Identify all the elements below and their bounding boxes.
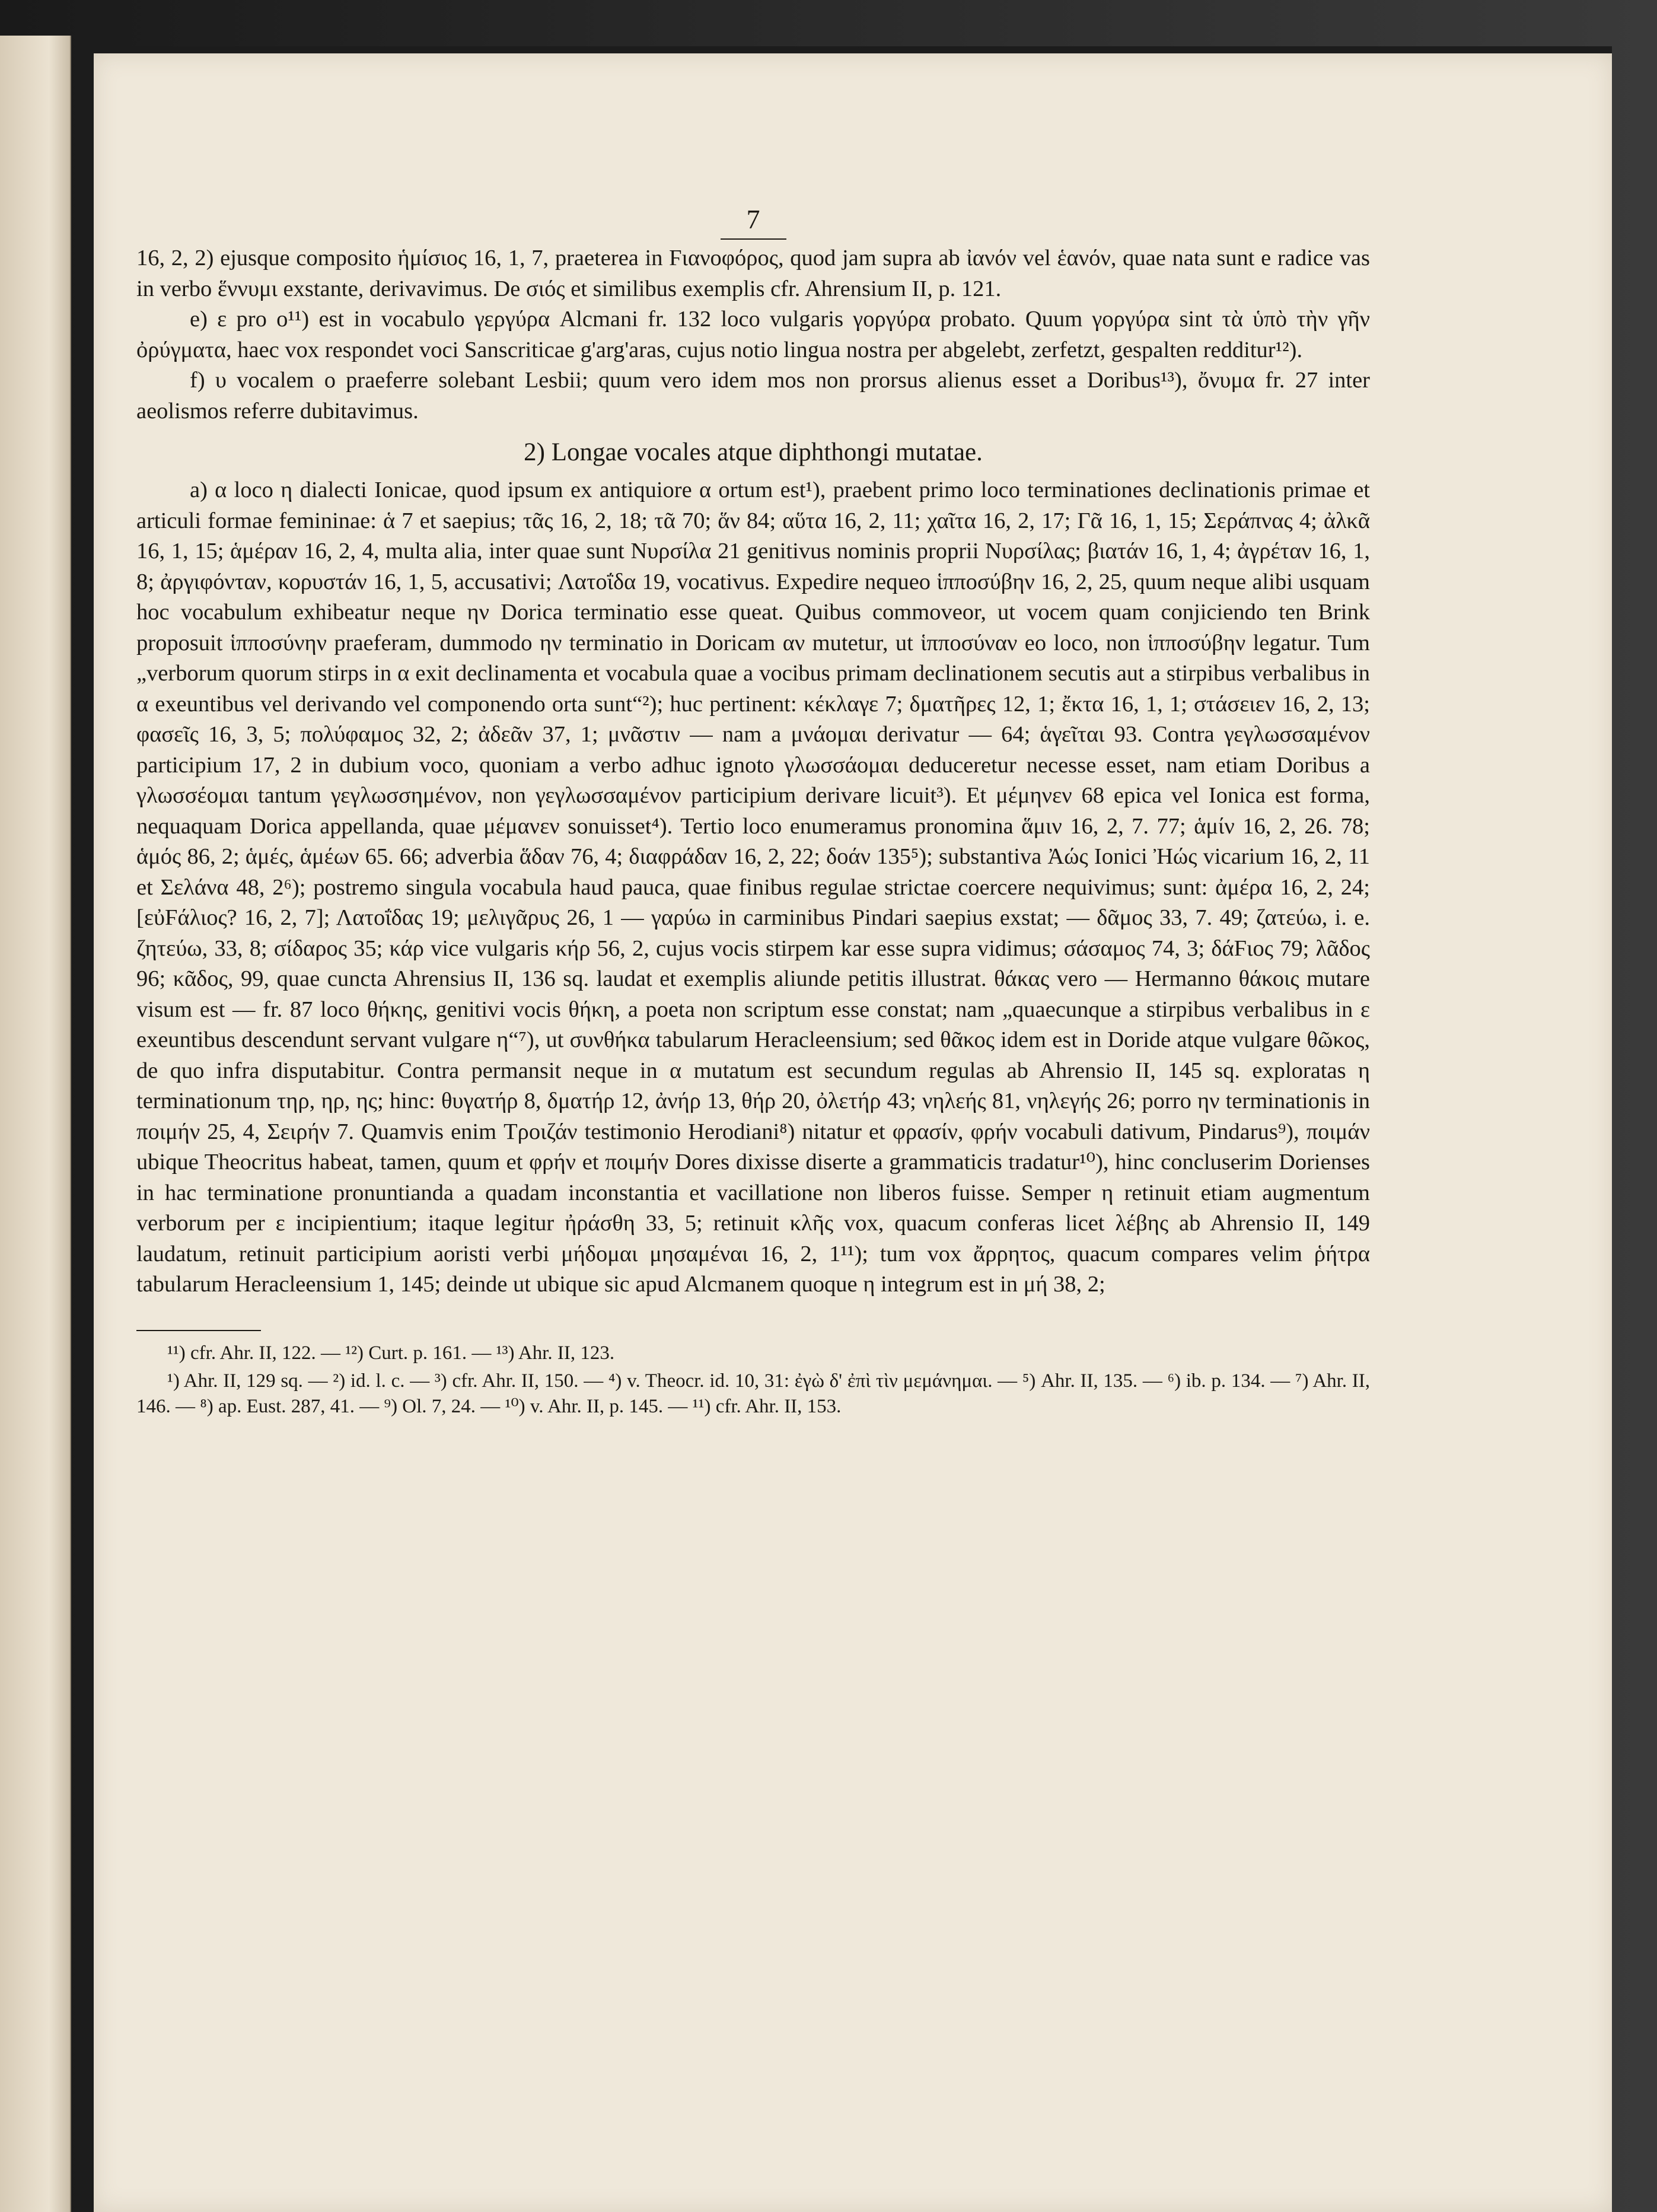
paragraph-f: f) υ vocalem ο praeferre solebant Lesbii; quum vero idem mos non prorsus alienus esset a Doribus¹³), ὄνυμα fr. 27 inter aeolismos referre dubitavimus.: [136, 368, 1370, 424]
footnote-divider: [136, 1330, 261, 1331]
text-block: [136, 202, 1370, 1420]
page-number: [136, 202, 1370, 240]
section-heading: 2) Longae vocales atque diphthongi mutatae.: [524, 438, 983, 466]
paragraph-a: a) α loco η dialecti Ionicae, quod ipsum ex antiquiore α ortum est¹), praebent primo loco terminationes declinationis primae et articuli formae femininae: ἁ 7 et saepius; τᾶς 16, 2, 18; τᾶ 70; ἅν 84; αὕτα 16, 2, 11; χαῖτα 16, 2, 17; Γᾶ 16, 1, 15; Σεράπνας 4; ἀλκᾶ 16, 1, 15; ἁμέραν 16, 2, 4, multa alia, inter quae sunt Νυρσίλα 21 genitivus nominis proprii Νυρσίλας; βιατάν 16, 1, 4; ἀγρέταν 16, 1, 8; ἀργιφόνταν, κορυστάν 16, 1, 5, accusativi; Λατοΐδα 19, vocativus. Expedire nequeo ἱπποσύβην 16, 2, 25, quum neque alibi usquam hoc vocabulum exhibeatur neque ην Dorica terminatio esse queat. Quibus commoveor, ut vocem quam conjiciendo ten Brink proposuit ἱπποσύνην praeferam, dummodo ην terminatio in Doricam αν mutetur, ut ἱπποσύναν eo loco, non ἱπποσύβην legatur. Tum „verborum quorum stirps in α exit declinamenta et vocabula quae a vocibus primam declinationem secutis aut a stirpibus verbalibus in α exeuntibus vel derivando vel componendo orta sunt“²); huc pertinent: κέκλαγε 7; δματῆρες 12, 1; ἔκτα 16, 1, 1; στάσειεν 16, 2, 13; φασεῖς 16, 3, 5; πολύφαμος 32, 2; ἀδεᾶν 37, 1; μνᾶστιν — nam a μνάομαι derivatur — 64; ἁγεῖται 93. Contra γεγλωσσαμένον participium 17, 2 in dubium voco, quoniam a verbo adhuc ignoto γλωσσάομαι deduceretur necesse esset, nam etiam Doribus a γλωσσέομαι tantum γεγλωσσημένον, non γεγλωσσαμένον participium derivare licuit³). Et μέμηνεν 68 epica vel Ionica est forma, nequaquam Dorica appellanda, quae μέμανεν sonuisset⁴). Tertio loco enumeramus pronomina ἅμιν 16, 2, 7. 77; ἁμίν 16, 2, 26. 78; ἁμός 86, 2; ἁμές, ἁμέων 65. 66; adverbia ἅδαν 76, 4; διαφράδαν 16, 2, 22; δοάν 135⁵); substantiva Ἀώς Ionici Ἠώς vicarium 16, 2, 11 et Σελάνα 48, 2⁶); postremo singula vocabula haud pauca, quae finibus regulae strictae coercere nequivimus; sunt: ἀμέρα 16, 2, 24; [εὐϜάλιος? 16, 2, 7]; Λατοΐδας 19; μελιγᾶρυς 26, 1 — γαρύω in carminibus Pindari saepius exstat; — δᾶμος 33, 7. 49; ζατεύω, i. e. ζητεύω, 33, 8; σίδαρος 35; κάρ vice vulgaris κήρ 56, 2, cujus vocis stirpem kar esse supra vidimus; σάσαμος 74, 3; δάϜιος 79; λᾶδος 96; κᾶδος, 99, quae cuncta Ahrensius II, 136 sq. laudat et exemplis aliunde petitis illustrat. θάκας vero — Hermanno θάκοις mutare visum est — fr. 87 loco θήκης, genitivi vocis θήκη, a poeta non scriptum esse constat; nam „quaecunque a stirpibus verbalibus in ε exeuntibus descendunt servant vulgare η“⁷), ut συνθήκα tabularum Heracleensium; sed θᾶκος idem est in Doride atque vulgare θῶκος, de quo infra disputabitur. Contra permansit neque in α mutatum est secundum regulas ab Ahrensio II, 145 sq. exploratas η terminationum τηρ, ηρ, ης; hinc: θυγατήρ 8, δματήρ 12, ἀνήρ 13, θήρ 20, ὀλετήρ 43; νηλεής 81, νηλεγής 26; porro ην terminationis in ποιμήν 25, 4, Σειρήν 7. Quamvis enim Τροιζάν testimonio Herodiani⁸) nitatur et φρασίν, φρήν vocabuli dativum, Pindarus⁹), ποιμάν ubique Theocritus habeat, tamen, quum et φρήν et ποιμήν Dores dixisse diserte a grammaticis tradatur¹⁰), hinc concluserim Dorienses in hac terminatione pronuntianda a quadam inconstantia et vacillatione non liberos fuisse. Semper η retinuit etiam augmentum verborum per ε incipientium; itaque legitur ἠράσθη 33, 5; retinuit κλῆς vox, quacum conferas licet λέβης ab Ahrensio II, 149 laudatum, retinuit participium aoristi verbi μήδομαι μησαμέναι 16, 2, 1¹¹); tum vox ἄρρητος, quacum compares velim ῥήτρα tabularum Heracleensium 1, 145; deinde ut ubique sic apud Alcmanem quoque η integrum est in μή 38, 2;: [136, 478, 1370, 1297]
paragraph-continued: 16, 2, 2) ejusque composito ἡμίσιος 16, 1, 7, praeterea in Ϝιανοφόρος, quod jam supra ab ἰανόν vel ἑανόν, quae nata sunt e radice vas in verbo ἕννυμι exstante, derivavimus. De σιός et similibus exemplis cfr. Ahrensium II, p. 121.: [136, 246, 1370, 301]
left-page-edge: [0, 36, 71, 2212]
footnotes: [136, 1341, 1370, 1420]
footnotes-current-section: ¹) Ahr. II, 129 sq. — ²) id. l. c. — ³) cfr. Ahr. II, 150. — ⁴) v. Theocr. id. 10, 31: ἐγὼ δ' ἐπὶ τὶν μεμάνημαι. — ⁵) Ahr. II, 135. — ⁶) ib. p. 134. — ⁷) Ahr. II, 146. — ⁸) ap. Eust. 287, 41. — ⁹) Ol. 7, 24. — ¹⁰) v. Ahr. II, p. 145. — ¹¹) cfr. Ahr. II, 153.: [136, 1370, 1370, 1417]
footnotes-previous-section: ¹¹) cfr. Ahr. II, 122. — ¹²) Curt. p. 161. — ¹³) Ahr. II, 123.: [167, 1342, 615, 1364]
paragraph-e: e) ε pro ο¹¹) est in vocabulo γεργύρα Alcmani fr. 132 loco vulgaris γοργύρα probato. Quum γοργύρα sint τὰ ὑπὸ τὴν γῆν ὀρύγματα, haec vox respondet voci Sanscriticae g'arg'aras, cujus notio lingua nostra per abgelebt, zerfetzt, gespalten redditur¹²).: [136, 307, 1370, 362]
page-number-text: 7: [721, 202, 786, 240]
